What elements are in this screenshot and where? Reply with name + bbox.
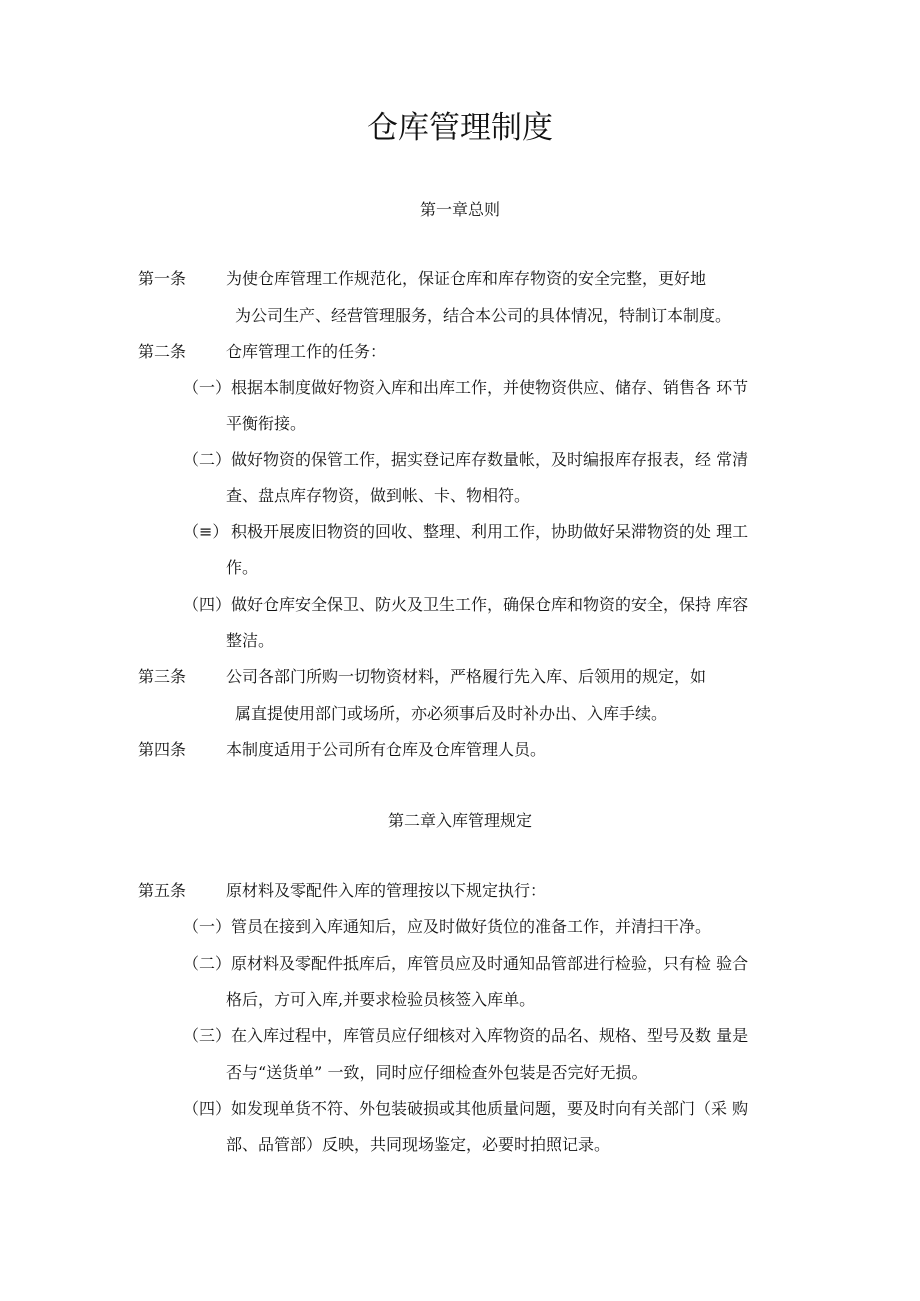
item-line-2: 整洁。	[226, 631, 275, 650]
article-1-label: 第一条	[138, 269, 187, 288]
item-marker: （三）	[183, 1026, 232, 1045]
item-marker: （≡）	[183, 522, 229, 541]
item-line-2: 作。	[226, 558, 259, 577]
item-marker: （一）	[183, 378, 232, 397]
item-line-2: 否与“送货单” 一致，同时应仔细检查外包装是否完好无损。	[226, 1063, 648, 1082]
chapter-1-heading: 第一章总则	[419, 200, 500, 219]
article-5-text: 原材料及零配件入库的管理按以下规定执行：	[226, 881, 547, 900]
item-line-1: 原材料及零配件抵库后，库管员应及时通知品管部进行检验，只有检 验合	[231, 954, 749, 973]
article-3-line-1: 公司各部门所购一切物资材料，严格履行先入库、后领用的规定，如	[226, 667, 707, 686]
item-marker: （二）	[183, 450, 232, 469]
item-line-2: 格后，方可入库,并要求检验员核签入库单。	[226, 990, 536, 1009]
article-3-label: 第三条	[138, 667, 187, 686]
article-2-text: 仓库管理工作的任务：	[226, 342, 387, 361]
article-4-label: 第四条	[138, 740, 187, 759]
item-line-1: 做好仓库安全保卫、防火及卫生工作，确保仓库和物资的安全，保持 库容	[231, 595, 749, 614]
article-5-label: 第五条	[138, 881, 187, 900]
item-line-2: 查、盘点库存物资，做到帐、卡、物相符。	[226, 486, 531, 505]
item-line-1: 管员在接到入库通知后，应及时做好货位的准备工作，并清扫干净。	[231, 917, 712, 936]
article-2-label: 第二条	[138, 342, 187, 361]
item-marker: （一）	[183, 917, 232, 936]
item-line-1: 根据本制度做好物资入库和出库工作，并使物资供应、储存、销售各 环节	[231, 378, 749, 397]
item-line-1: 积极开展废旧物资的回收、整理、利用工作，协助做好呆滞物资的处 理工	[231, 522, 749, 541]
item-line-2: 部、品管部）反映，共同现场鉴定，必要时拍照记录。	[226, 1135, 611, 1154]
article-1-line-2: 为公司生产、经营管理服务，结合本公司的具体情况，特制订本制度。	[235, 306, 732, 325]
article-1-line-1: 为使仓库管理工作规范化，保证仓库和库存物资的安全完整，更好地	[226, 269, 707, 288]
document-title: 仓库管理制度	[367, 110, 553, 146]
item-line-1: 如发现单货不符、外包装破损或其他质量问题，要及时向有关部门（采 购	[231, 1099, 749, 1118]
article-4-text: 本制度适用于公司所有仓库及仓库管理人员。	[226, 740, 547, 759]
item-marker: （四）	[183, 1099, 232, 1118]
article-3-line-2: 属直提使用部门或场所，亦必须事后及时补办出、入库手续。	[235, 704, 668, 723]
item-marker: （二）	[183, 954, 232, 973]
item-line-1: 做好物资的保管工作，据实登记库存数量帐，及时编报库存报表，经 常清	[231, 450, 749, 469]
item-line-1: 在入库过程中，库管员应仔细核对入库物资的品名、规格、型号及数 量是	[231, 1026, 749, 1045]
item-marker: （四）	[183, 595, 232, 614]
chapter-2-heading: 第二章入库管理规定	[387, 811, 532, 830]
item-line-2: 平衡衔接。	[226, 414, 307, 433]
